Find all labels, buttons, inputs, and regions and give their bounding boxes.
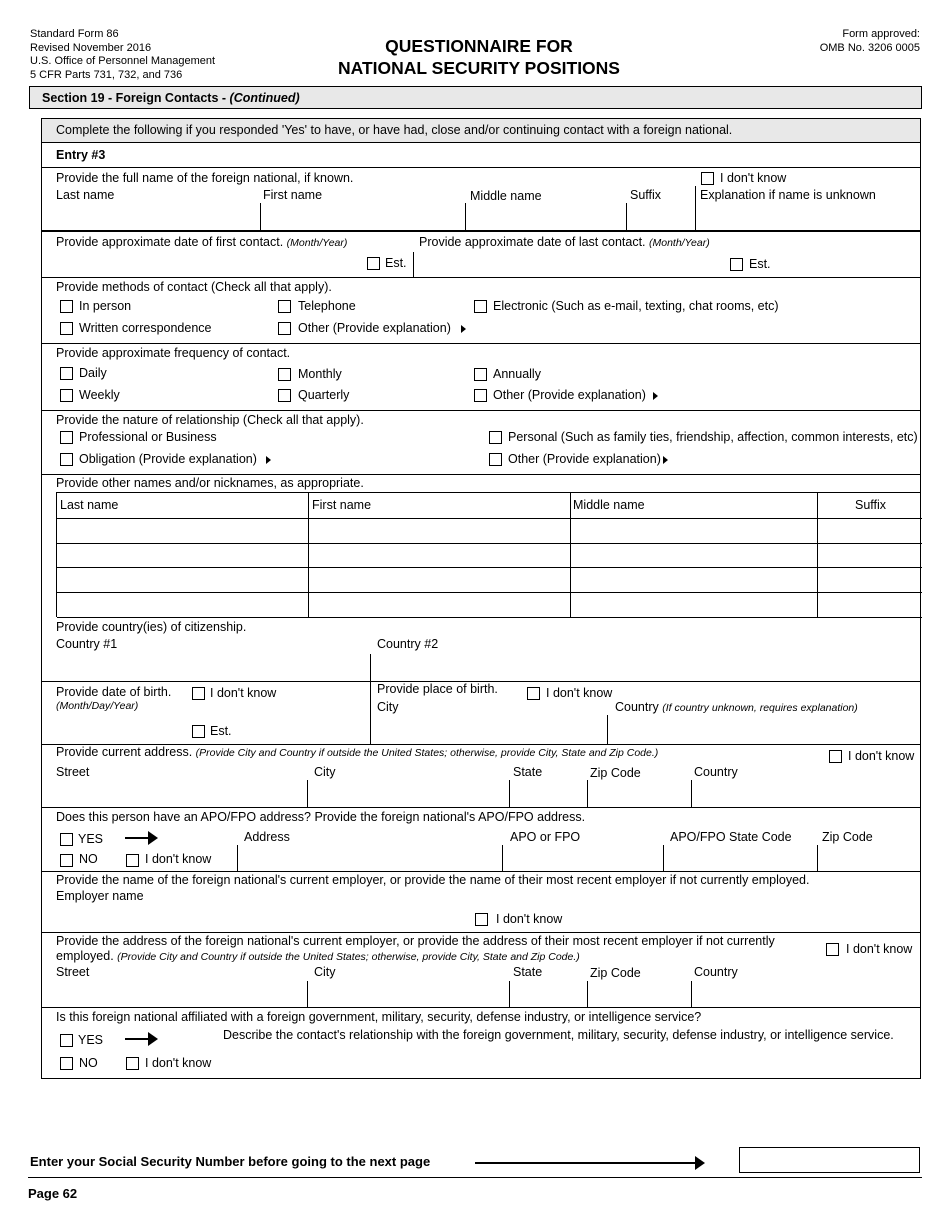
country-label: Country <box>694 765 738 779</box>
ssn-arrow-icon <box>475 1162 703 1164</box>
employer-city-input[interactable] <box>310 982 506 1006</box>
apo-prompt: Does this person have an APO/FPO address? Provide the foreign national's APO/FPO address. <box>56 810 586 824</box>
last-contact-prompt: Provide approximate date of last contact. (Month/Year) <box>419 235 710 249</box>
method-other-arrow-icon <box>461 325 466 333</box>
section-header <box>29 86 922 109</box>
affiliation-prompt: Is this foreign national affiliated with a foreign government, military, security, defense industry, or intelligence service? <box>56 1010 702 1024</box>
other-suffix-input[interactable] <box>818 593 922 618</box>
zip-input[interactable] <box>590 782 688 806</box>
last-name-label: Last name <box>56 188 115 202</box>
ssn-prompt: Enter your Social Security Number before going to the next page <box>30 1154 431 1169</box>
first-contact-prompt: Provide approximate date of first contact. (Month/Year) <box>56 235 348 249</box>
electronic-label: Electronic (Such as e-mail, texting, chat rooms, etc) <box>493 299 779 313</box>
apo-fpo-label: APO or FPO <box>510 830 581 844</box>
title-line-2: NATIONAL SECURITY POSITIONS <box>338 58 620 78</box>
affiliation-no-checkbox[interactable] <box>60 1057 73 1070</box>
middle-name-input[interactable] <box>468 205 624 229</box>
first-contact-est-checkbox[interactable] <box>367 257 380 270</box>
other-first-name-input[interactable] <box>309 593 571 618</box>
affiliation-dont-know-label: I don't know <box>145 1056 212 1070</box>
first-name-input[interactable] <box>263 205 463 229</box>
apo-address-input[interactable] <box>240 846 499 870</box>
other-first-name-input[interactable] <box>309 544 571 568</box>
apo-zip-input[interactable] <box>820 846 918 870</box>
written-label: Written correspondence <box>79 321 212 335</box>
approved-label: Form approved: <box>842 28 920 40</box>
employer-street-input[interactable] <box>57 982 303 1006</box>
obligation-arrow-icon <box>266 456 271 464</box>
employer-zip-input[interactable] <box>590 982 688 1006</box>
dob-est-label: Est. <box>210 724 232 738</box>
apo-dont-know-checkbox[interactable] <box>126 854 139 867</box>
obligation-label: Obligation (Provide explanation) <box>79 452 257 466</box>
other-names-table <box>56 492 921 617</box>
apo-yes-checkbox[interactable] <box>60 833 73 846</box>
last-name-input[interactable] <box>57 205 257 229</box>
apo-arrow-icon <box>125 837 156 839</box>
citizenship-prompt: Provide country(ies) of citizenship. <box>56 620 247 634</box>
dob-dont-know-checkbox[interactable] <box>192 687 205 700</box>
frequency-other-label: Other (Provide explanation) <box>493 388 646 402</box>
employer-name-input[interactable] <box>57 905 467 929</box>
monthly-checkbox[interactable] <box>278 368 291 381</box>
affiliation-arrow-icon <box>125 1038 156 1040</box>
other-middle-name-input[interactable] <box>571 544 818 568</box>
employer-address-dont-know-label: I don't know <box>846 942 913 956</box>
weekly-checkbox[interactable] <box>60 389 73 402</box>
dob-hint: (Month/Day/Year) <box>56 700 139 712</box>
dob-input[interactable] <box>57 712 187 740</box>
other-first-name-input[interactable] <box>309 568 571 593</box>
street-input[interactable] <box>57 782 303 806</box>
col-header-first: First name <box>309 493 571 519</box>
in-person-checkbox[interactable] <box>60 300 73 313</box>
employer-city-label: City <box>314 965 336 979</box>
pob-country-input[interactable] <box>610 716 918 743</box>
other-last-name-input[interactable] <box>57 519 309 544</box>
zip-label: Zip Code <box>590 766 641 780</box>
suffix-label: Suffix <box>630 188 662 202</box>
affiliation-yes-checkbox[interactable] <box>60 1034 73 1047</box>
telephone-label: Telephone <box>298 299 356 313</box>
weekly-label: Weekly <box>79 388 120 402</box>
form-agency: U.S. Office of Personnel Management <box>30 55 216 67</box>
form-approval <box>820 28 920 55</box>
other-last-name-input[interactable] <box>57 593 309 618</box>
name-explanation-input[interactable] <box>698 205 918 229</box>
professional-checkbox[interactable] <box>60 431 73 444</box>
relationship-other-label: Other (Provide explanation) <box>508 452 661 466</box>
other-middle-name-input[interactable] <box>571 519 818 544</box>
suffix-input[interactable] <box>629 205 693 229</box>
affiliation-description-input[interactable] <box>223 1045 918 1077</box>
employer-prompt: Provide the name of the foreign national's current employer, or provide the name of their most recent employer if not currently employed. <box>56 873 810 887</box>
telephone-checkbox[interactable] <box>278 300 291 313</box>
other-names-prompt: Provide other names and/or nicknames, as appropriate. <box>56 476 364 490</box>
employer-country-label: Country <box>694 965 738 979</box>
first-name-label: First name <box>263 188 323 202</box>
employer-country-input[interactable] <box>694 982 918 1006</box>
frequency-other-checkbox[interactable] <box>474 389 487 402</box>
employer-zip-label: Zip Code <box>590 966 641 980</box>
relationship-other-checkbox[interactable] <box>489 453 502 466</box>
employer-dont-know-checkbox[interactable] <box>475 913 488 926</box>
form-identification <box>30 28 215 82</box>
apo-dont-know-label: I don't know <box>145 852 212 866</box>
country2-label: Country #2 <box>377 637 439 651</box>
daily-checkbox[interactable] <box>60 367 73 380</box>
frequency-prompt: Provide approximate frequency of contact. <box>56 346 291 360</box>
pob-city-label: City <box>377 700 399 714</box>
address-dont-know-checkbox[interactable] <box>829 750 842 763</box>
electronic-checkbox[interactable] <box>474 300 487 313</box>
title-line-1: QUESTIONNAIRE FOR <box>385 36 573 56</box>
pob-dont-know-checkbox[interactable] <box>527 687 540 700</box>
col-header-middle: Middle name <box>571 493 818 519</box>
relationship-other-arrow-icon <box>663 456 668 464</box>
annually-label: Annually <box>493 367 541 381</box>
address-prompt: Provide current address. (Provide City and Country if outside the United States; otherwise, provide City, State and Zip Code.) <box>56 745 659 759</box>
frequency-other-arrow-icon <box>653 392 658 400</box>
method-other-label: Other (Provide explanation) <box>298 321 451 335</box>
other-suffix-input[interactable] <box>818 519 922 544</box>
other-last-name-input[interactable] <box>57 544 309 568</box>
other-middle-name-input[interactable] <box>571 568 818 593</box>
first-contact-est-label: Est. <box>385 256 407 270</box>
page-number: Page 62 <box>28 1186 78 1201</box>
form-number: Standard Form 86 <box>30 28 119 40</box>
apo-yes-label: YES <box>78 832 104 846</box>
affiliation-describe-label: Describe the contact's relationship with the foreign government, military, security, defense industry, or intelligence service. <box>223 1028 894 1042</box>
other-first-name-input[interactable] <box>309 519 571 544</box>
daily-label: Daily <box>79 366 107 380</box>
apo-fpo-input[interactable] <box>505 846 660 870</box>
col-header-suffix: Suffix <box>818 493 922 519</box>
employer-state-input[interactable] <box>512 982 584 1006</box>
employer-state-label: State <box>513 965 543 979</box>
apo-address-label: Address <box>244 830 290 844</box>
professional-label: Professional or Business <box>79 430 217 444</box>
method-other-checkbox[interactable] <box>278 322 291 335</box>
street-label: Street <box>56 765 90 779</box>
affiliation-yes-label: YES <box>78 1033 104 1047</box>
apo-no-label: NO <box>79 852 98 866</box>
personal-label: Personal (Such as family ties, friendship, affection, common interests, etc) <box>508 430 918 444</box>
methods-prompt: Provide methods of contact (Check all that apply). <box>56 280 332 294</box>
state-label: State <box>513 765 543 779</box>
employer-address-prompt-2: employed. (Provide City and Country if outside the United States; otherwise, provide City, State and Zip Code.) <box>56 949 580 963</box>
country1-input[interactable] <box>57 654 367 680</box>
written-checkbox[interactable] <box>60 322 73 335</box>
last-contact-est-label: Est. <box>749 257 771 271</box>
page-title <box>300 35 658 79</box>
city-label: City <box>314 765 336 779</box>
other-suffix-input[interactable] <box>818 568 922 593</box>
last-contact-est-checkbox[interactable] <box>730 258 743 271</box>
city-input[interactable] <box>310 782 506 806</box>
dob-label: Provide date of birth. <box>56 685 172 699</box>
in-person-label: In person <box>79 299 132 313</box>
personal-checkbox[interactable] <box>489 431 502 444</box>
employer-address-dont-know-checkbox[interactable] <box>826 943 839 956</box>
apo-no-checkbox[interactable] <box>60 854 73 867</box>
pob-city-input[interactable] <box>373 716 603 743</box>
other-suffix-input[interactable] <box>818 544 922 568</box>
name-dont-know-checkbox[interactable] <box>701 172 714 185</box>
name-dont-know-label: I don't know <box>720 171 787 185</box>
explanation-label: Explanation if name is unknown <box>700 188 876 202</box>
other-last-name-input[interactable] <box>57 568 309 593</box>
section-title: Section 19 - Foreign Contacts - (Continued) <box>42 91 300 105</box>
employer-street-label: Street <box>56 965 90 979</box>
intro-text: Complete the following if you responded 'Yes' to have, or have had, close and/or continuing contact with a foreign national. <box>56 123 733 137</box>
pob-dont-know-label: I don't know <box>546 686 613 700</box>
omb-number: OMB No. 3206 0005 <box>819 41 920 54</box>
other-middle-name-input[interactable] <box>571 593 818 618</box>
dob-dont-know-label: I don't know <box>210 686 277 700</box>
monthly-label: Monthly <box>298 367 342 381</box>
state-input[interactable] <box>512 782 584 806</box>
pob-country-label: Country (If country unknown, requires explanation) <box>615 700 858 714</box>
annually-checkbox[interactable] <box>474 368 487 381</box>
col-header-last: Last name <box>57 493 309 519</box>
middle-name-label: Middle name <box>470 189 542 203</box>
apo-state-code-input[interactable] <box>666 846 814 870</box>
quarterly-checkbox[interactable] <box>278 389 291 402</box>
country1-label: Country #1 <box>56 637 118 651</box>
quarterly-label: Quarterly <box>298 388 350 402</box>
dob-est-checkbox[interactable] <box>192 725 205 738</box>
form-cfr: 5 CFR Parts 731, 732, and 736 <box>30 68 183 81</box>
country-input[interactable] <box>694 782 918 806</box>
relationship-prompt: Provide the nature of relationship (Check all that apply). <box>56 413 364 427</box>
entry-label: Entry #3 <box>56 148 106 162</box>
obligation-checkbox[interactable] <box>60 453 73 466</box>
country2-input[interactable] <box>373 654 918 680</box>
ssn-input[interactable] <box>739 1147 920 1173</box>
address-dont-know-label: I don't know <box>848 749 915 763</box>
affiliation-no-label: NO <box>79 1056 98 1070</box>
employer-address-prompt-1: Provide the address of the foreign national's current employer, or provide the address of their most recent employer if not currently <box>56 934 775 948</box>
employer-dont-know-label: I don't know <box>496 912 563 926</box>
apo-zip-label: Zip Code <box>822 830 873 844</box>
name-prompt: Provide the full name of the foreign national, if known. <box>56 171 354 185</box>
affiliation-dont-know-checkbox[interactable] <box>126 1057 139 1070</box>
form-revision: Revised November 2016 <box>30 41 152 54</box>
apo-state-code-label: APO/FPO State Code <box>670 830 792 844</box>
pob-label: Provide place of birth. <box>377 682 498 696</box>
employer-name-label: Employer name <box>56 889 144 903</box>
